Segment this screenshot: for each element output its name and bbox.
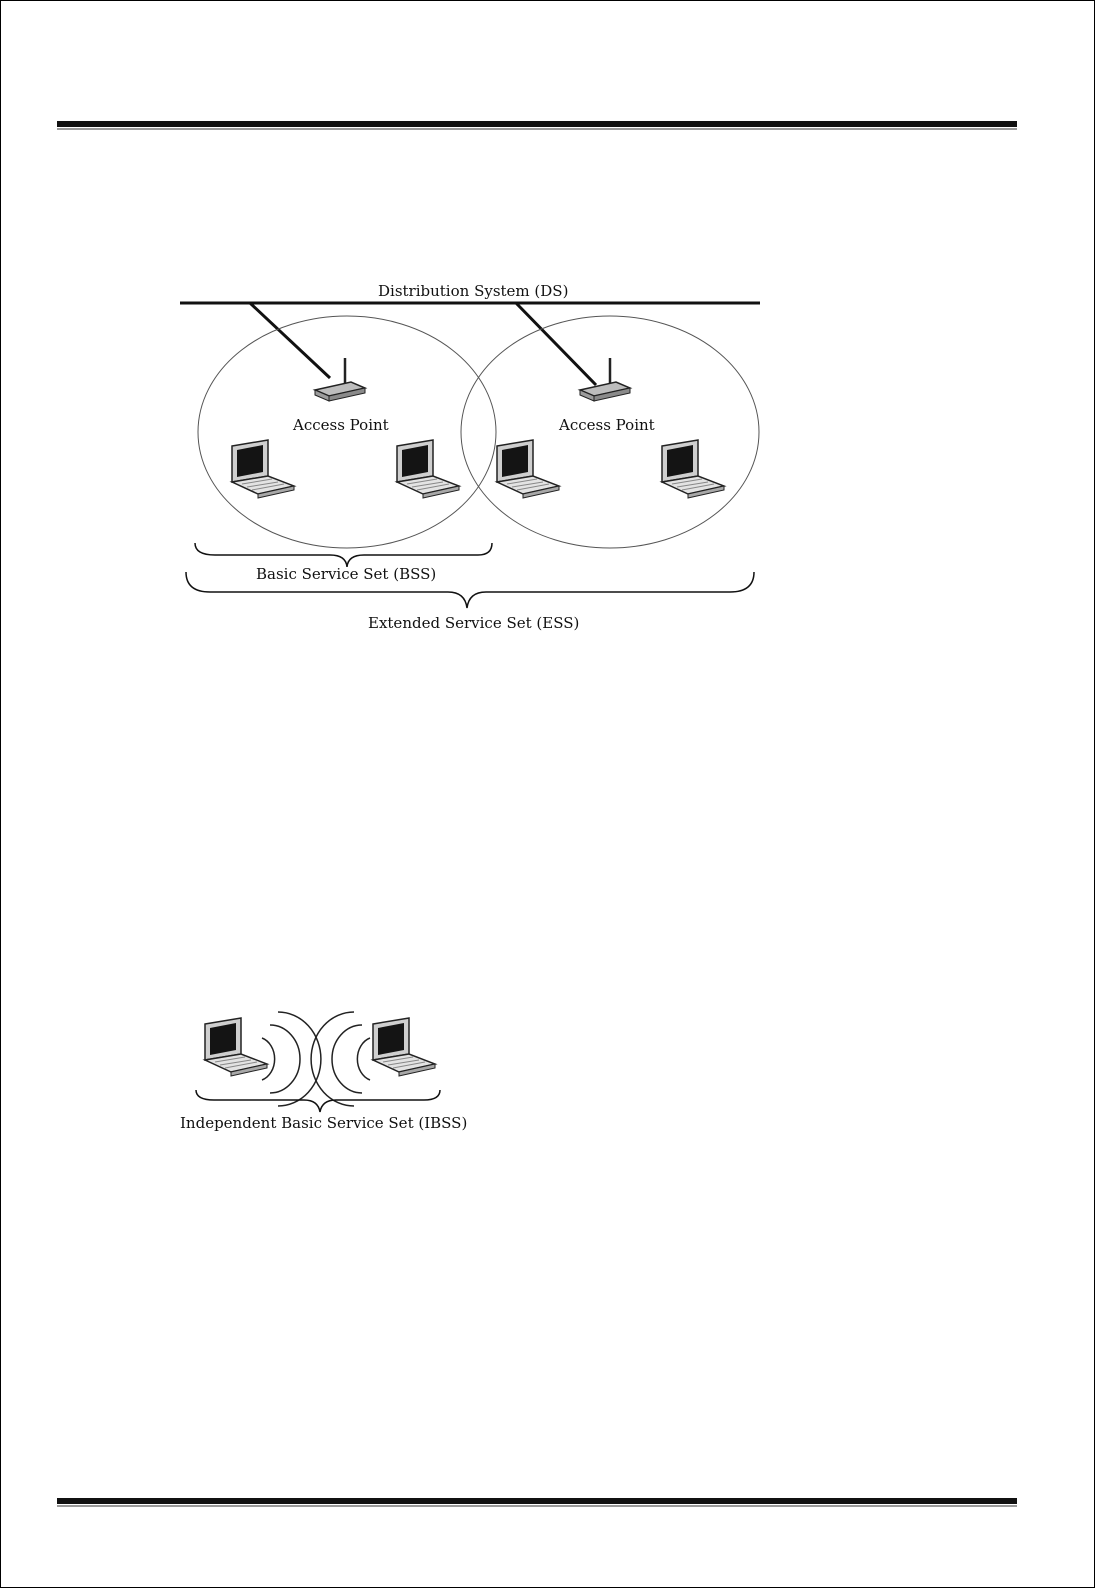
wireless-signal-icon: [262, 1038, 275, 1080]
bss-brace: [195, 543, 492, 567]
ess-label: Extended Service Set (ESS): [368, 614, 580, 632]
laptop-icon: [232, 440, 294, 498]
laptop-icon: [497, 440, 559, 498]
laptop-icon: [205, 1018, 267, 1076]
access-point-label-right: Access Point: [559, 416, 655, 434]
laptop-icon: [397, 440, 459, 498]
ds-link-right: [516, 303, 596, 385]
access-point-label-left: Access Point: [293, 416, 389, 434]
ibss-diagram: [196, 1012, 440, 1112]
ds-link-left: [250, 303, 330, 378]
laptop-icon: [662, 440, 724, 498]
ibss-label: Independent Basic Service Set (IBSS): [180, 1114, 468, 1132]
access-point-icon: [580, 358, 630, 401]
wireless-signal-icon: [357, 1038, 370, 1080]
ess-diagram: [180, 303, 760, 608]
laptop-icon: [373, 1018, 435, 1076]
distribution-system-label: Distribution System (DS): [378, 282, 569, 300]
access-point-icon: [315, 358, 365, 401]
ibss-brace: [196, 1090, 440, 1112]
bss-label: Basic Service Set (BSS): [256, 565, 437, 583]
